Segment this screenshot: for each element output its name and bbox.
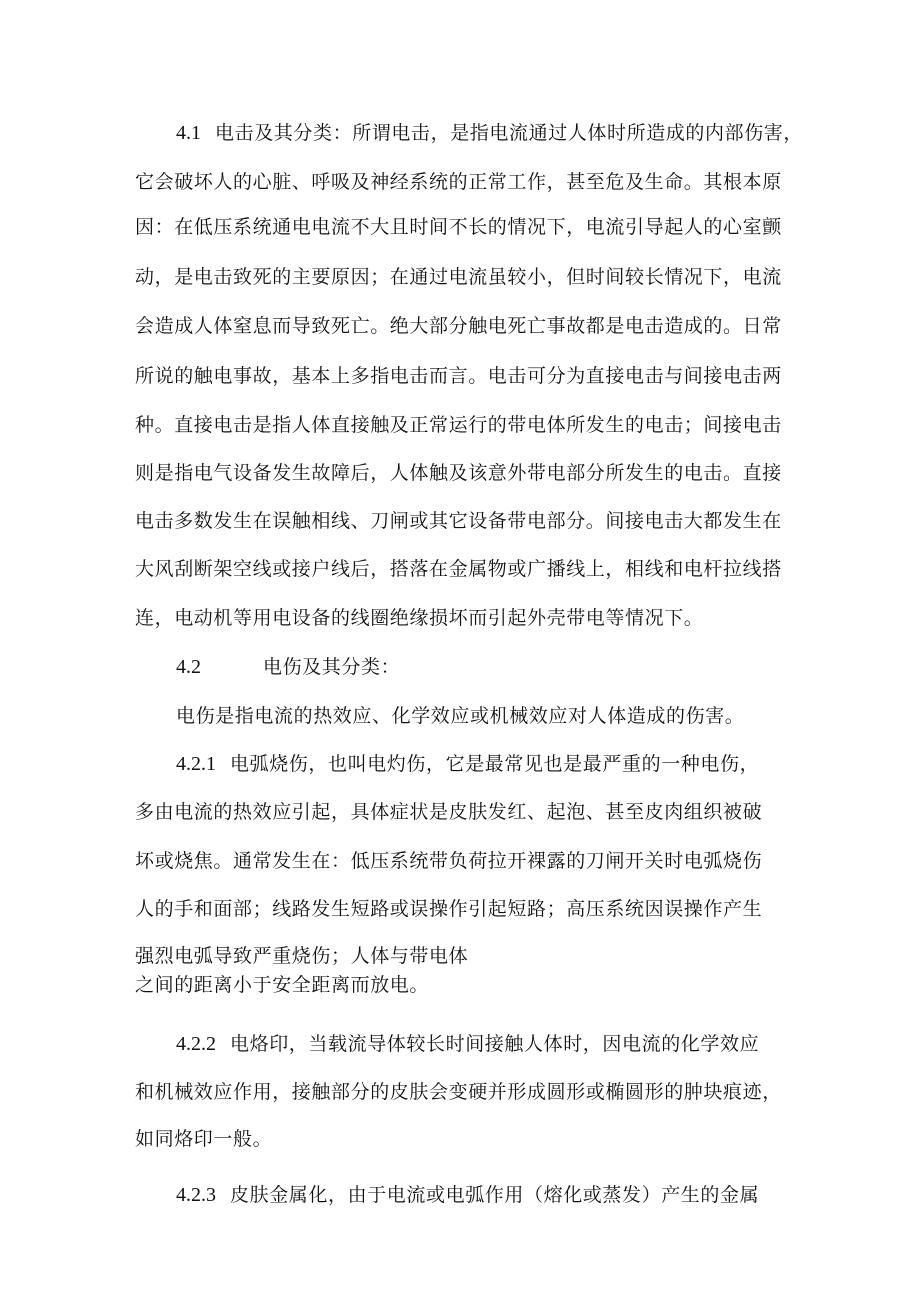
paragraph-4-2-2-line-2: 和机械效应作用，接触部分的皮肤会变硬并形成圆形或椭圆形的肿块痕迹， (135, 1081, 782, 1103)
paragraph-4-2-1-line-1 (176, 751, 759, 777)
section-number-4-2: 4.2 (176, 656, 201, 678)
heading-4-2-text: 电伤及其分类： (263, 656, 401, 678)
paragraph-4-1-line-5: 会造成人体窒息而导致死亡。绝大部分触电死亡事故都是电击造成的。日常 (135, 315, 782, 337)
paragraph-4-2-1-text-1: 电弧烧伤，也叫电灼伤，它是最常见也是最严重的一种电伤， (230, 753, 760, 775)
paragraph-4-2-3-line-1 (176, 1182, 759, 1208)
paragraph-4-1-line-10: 大风刮断架空线或接户线后，搭落在金属物或广播线上，相线和电杆拉线搭 (135, 558, 782, 580)
paragraph-4-1-line-8: 则是指电气设备发生故障后，人体触及该意外带电部分所发生的电击。直接 (135, 462, 782, 484)
section-number-4-2-1: 4.2.1 (176, 753, 216, 775)
paragraph-4-1-line-2: 它会破坏人的心脏、呼吸及神经系统的正常工作，甚至危及生命。其根本原 (135, 171, 782, 193)
paragraph-4-2-1-line-3: 坏或烧焦。通常发生在：低压系统带负荷拉开裸露的刀闸开关时电弧烧伤 (135, 850, 763, 872)
paragraph-4-1-line-4: 动，是电击致死的主要原因；在通过电流虽较小，但时间较长情况下，电流 (135, 266, 782, 288)
paragraph-4-1-line-11: 连，电动机等用电设备的线圈绝缘损坏而引起外壳带电等情况下。 (135, 607, 704, 629)
paragraph-4-1-text-1: 电击及其分类：所谓电击，是指电流通过人体时所造成的内部伤害， (215, 122, 804, 144)
paragraph-4-2-1-line-2: 多由电流的热效应引起，具体症状是皮肤发红、起泡、甚至皮肉组织被破 (135, 801, 763, 823)
paragraph-4-2-1-line-6: 之间的距离小于安全距离而放电。 (135, 974, 430, 996)
section-number-4-1: 4.1 (176, 122, 201, 144)
paragraph-4-1-line-3: 因：在低压系统通电电流不大且时间不长的情况下，电流引导起人的心室颤 (135, 216, 782, 238)
paragraph-4-2-3-text-1: 皮肤金属化，由于电流或电弧作用（熔化或蒸发）产生的金属 (230, 1184, 760, 1206)
paragraph-4-2-2-line-3: 如同烙印一般。 (135, 1128, 273, 1150)
paragraph-4-1-line-1 (176, 120, 803, 146)
paragraph-4-2-1-line-5: 强烈电弧导致严重烧伤；人体与带电体 (135, 945, 469, 967)
heading-4-2 (176, 654, 400, 680)
paragraph-4-1-line-6: 所说的触电事故，基本上多指电击而言。电击可分为直接电击与间接电击两 (135, 365, 782, 387)
paragraph-4-2-intro: 电伤是指电流的热效应、化学效应或机械效应对人体造成的伤害。 (176, 705, 745, 727)
paragraph-4-2-2-line-1 (176, 1031, 759, 1057)
section-number-4-2-3: 4.2.3 (176, 1184, 216, 1206)
section-number-4-2-2: 4.2.2 (176, 1033, 216, 1055)
paragraph-4-1-line-9: 电击多数发生在误触相线、刀闸或其它设备带电部分。间接电击大都发生在 (135, 510, 782, 532)
paragraph-4-2-1-line-4: 人的手和面部；线路发生短路或误操作引起短路；高压系统因误操作产生 (135, 898, 763, 920)
paragraph-4-2-2-text-1: 电烙印，当载流导体较长时间接触人体时，因电流的化学效应 (230, 1033, 760, 1055)
paragraph-4-1-line-7: 种。直接电击是指人体直接触及正常运行的带电体所发生的电击；间接电击 (135, 414, 782, 436)
